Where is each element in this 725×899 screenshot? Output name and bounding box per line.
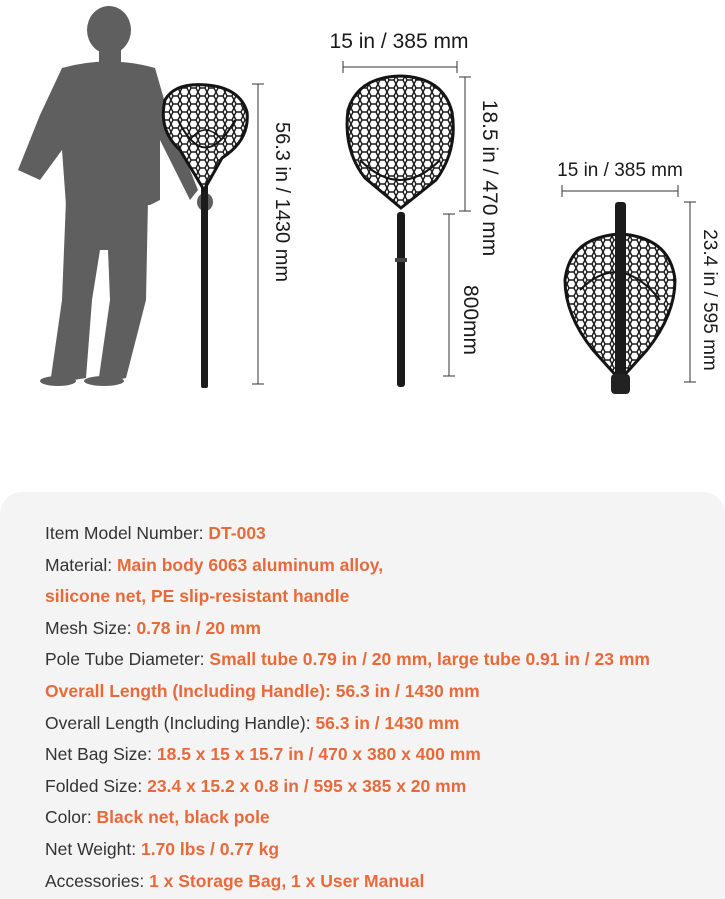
spec-value: DT-003 (208, 523, 266, 543)
spec-value: silicone net, PE slip-resistant handle (45, 586, 350, 607)
spec-value: 18.5 x 15 x 15.7 in / 470 x 380 x 400 mm (156, 744, 481, 765)
overall-height-dimension (252, 84, 293, 384)
spec-net-weight (45, 834, 725, 866)
spec-label: Pole Tube Diameter: (45, 649, 210, 670)
spec-label: Color: (45, 807, 97, 828)
spec-folded-size (45, 771, 725, 803)
spec-value: 56.3 in / 1430 mm (315, 712, 460, 733)
folded-width-label: 15 in / 385 mm (557, 160, 683, 181)
folded-height-dimension (684, 202, 720, 382)
spec-value: 1.70 lbs / 0.77 kg (140, 838, 280, 859)
spec-overall-length (45, 708, 725, 740)
net-height-label: 18.5 in / 470 mm (478, 99, 501, 257)
spec-label: Net Weight: (45, 838, 141, 859)
person-silhouette-icon (18, 6, 213, 386)
specifications-panel (0, 492, 725, 899)
spec-label: Overall Length (Including Handle): (45, 712, 316, 733)
landing-net-extended-icon (163, 85, 247, 388)
spec-accessories (45, 866, 725, 898)
handle-length-label: 800mm (459, 284, 482, 356)
spec-value: 56.3 in / 1430 mm (335, 680, 480, 701)
spec-value: 0.78 in / 20 mm (136, 617, 261, 638)
spec-value: Small tube 0.79 in / 20 mm, large tube 0.91 in / 23 mm (209, 649, 650, 670)
spec-label: Accessories: (45, 870, 150, 891)
spec-label: Folded Size: (45, 775, 148, 796)
spec-value: 23.4 x 15.2 x 0.8 in / 595 x 385 x 20 mm (147, 775, 467, 796)
folded-width-dimension (557, 160, 683, 197)
spec-mesh-size (45, 613, 725, 645)
overall-height-label: 56.3 in / 1430 mm (271, 121, 293, 283)
spec-material-continued (45, 581, 725, 613)
net-height-dimension (459, 77, 501, 256)
landing-net-front-view-icon (347, 76, 453, 387)
top-width-dimension (330, 30, 469, 73)
top-width-label: 15 in / 385 mm (329, 30, 469, 53)
spec-value: Black net, black pole (96, 807, 270, 828)
spec-label: Net Bag Size: (45, 744, 157, 765)
folded-height-label: 23.4 in / 595 mm (699, 229, 720, 371)
spec-material (45, 550, 725, 582)
spec-label: Overall Length (Including Handle): (45, 680, 336, 701)
spec-value: Main body 6063 aluminum alloy, (116, 554, 384, 575)
spec-pole-tube-diameter (45, 644, 725, 676)
spec-value: 1 x Storage Bag, 1 x User Manual (149, 870, 425, 891)
product-illustration (0, 0, 725, 400)
landing-net-folded-icon (565, 202, 675, 394)
handle-length-dimension (443, 214, 482, 376)
spec-color (45, 802, 725, 834)
spec-label: Mesh Size: (45, 617, 137, 638)
spec-model-number (45, 518, 725, 550)
spec-net-bag-size (45, 739, 725, 771)
spec-overall-length-highlighted (45, 676, 725, 708)
spec-label: Material: (45, 554, 117, 575)
spec-label: Item Model Number: (45, 523, 209, 543)
